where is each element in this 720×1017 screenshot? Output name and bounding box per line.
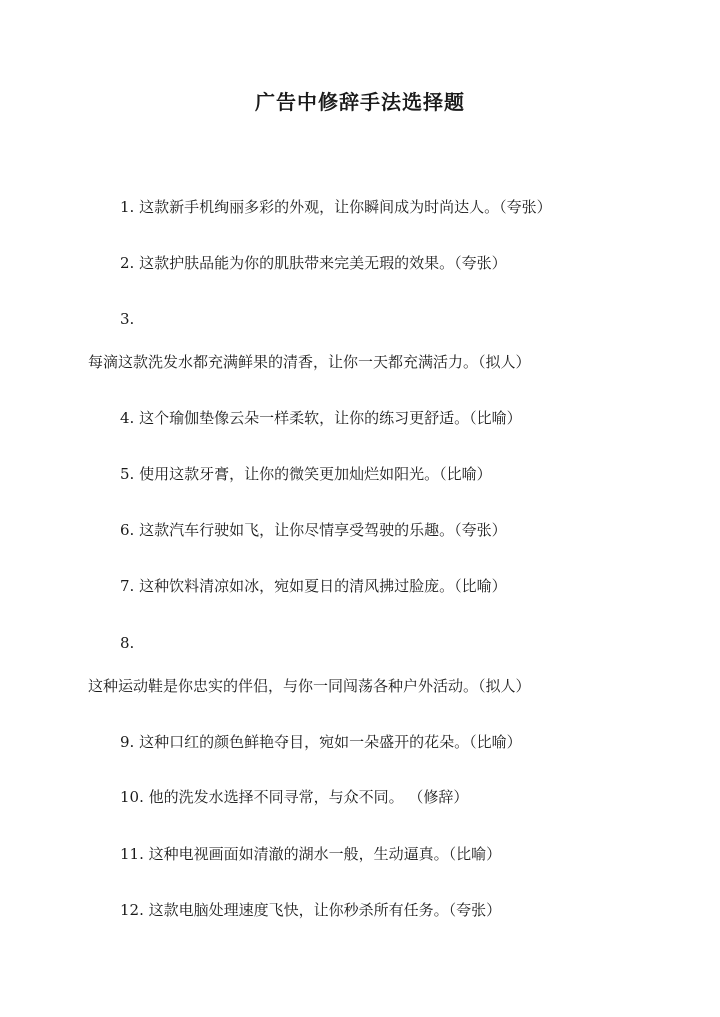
question-item-5 [120,464,492,484]
question-number: 6. [120,521,135,539]
question-item-10 [120,787,468,807]
question-number: 10. [120,788,144,806]
question-text-3: 每滴这款洗发水都充满鲜果的清香，让你一天都充满活力。（拟人） [88,353,531,371]
question-number-8: 8. [120,634,135,652]
question-item-2 [120,253,507,273]
question-item-6 [120,520,507,540]
question-text: 这款汽车行驶如飞，让你尽情享受驾驶的乐趣。（夸张） [139,521,507,539]
question-number: 11. [120,845,144,863]
question-number: 4. [120,409,135,427]
question-text: 这种电视画面如清澈的湖水一般，生动逼真。（比喻） [148,845,502,863]
document-title: 广告中修辞手法选择题 [255,90,465,114]
question-text: 这个瑜伽垫像云朵一样柔软，让你的练习更舒适。（比喻） [139,409,522,427]
question-number: 5. [120,465,135,483]
question-text: 这款护肤品能为你的肌肤带来完美无瑕的效果。（夸张） [139,254,507,272]
question-number: 9. [120,733,135,751]
question-text: 这款新手机绚丽多彩的外观，让你瞬间成为时尚达人。（夸张） [139,198,552,216]
question-item-12 [120,900,501,920]
question-number-3: 3. [120,310,135,328]
question-item-11 [120,844,501,864]
question-number: 2. [120,254,135,272]
question-number: 12. [120,901,144,919]
question-number: 1. [120,198,135,216]
question-item-7 [120,576,507,596]
question-item-4 [120,408,522,428]
question-text: 使用这款牙膏，让你的微笑更加灿烂如阳光。（比喻） [139,465,492,483]
question-text: 这款电脑处理速度飞快，让你秒杀所有任务。（夸张） [148,901,502,919]
question-item-9 [120,732,522,752]
question-text: 这种饮料清凉如冰，宛如夏日的清风拂过脸庞。（比喻） [139,577,507,595]
question-text-8: 这种运动鞋是你忠实的伴侣，与你一同闯荡各种户外活动。（拟人） [88,677,531,695]
question-text: 这种口红的颜色鲜艳夺目，宛如一朵盛开的花朵。（比喻） [139,733,522,751]
question-text: 他的洗发水选择不同寻常，与众不同。 （修辞） [148,788,469,806]
question-number: 7. [120,577,135,595]
question-item-1 [120,197,552,217]
